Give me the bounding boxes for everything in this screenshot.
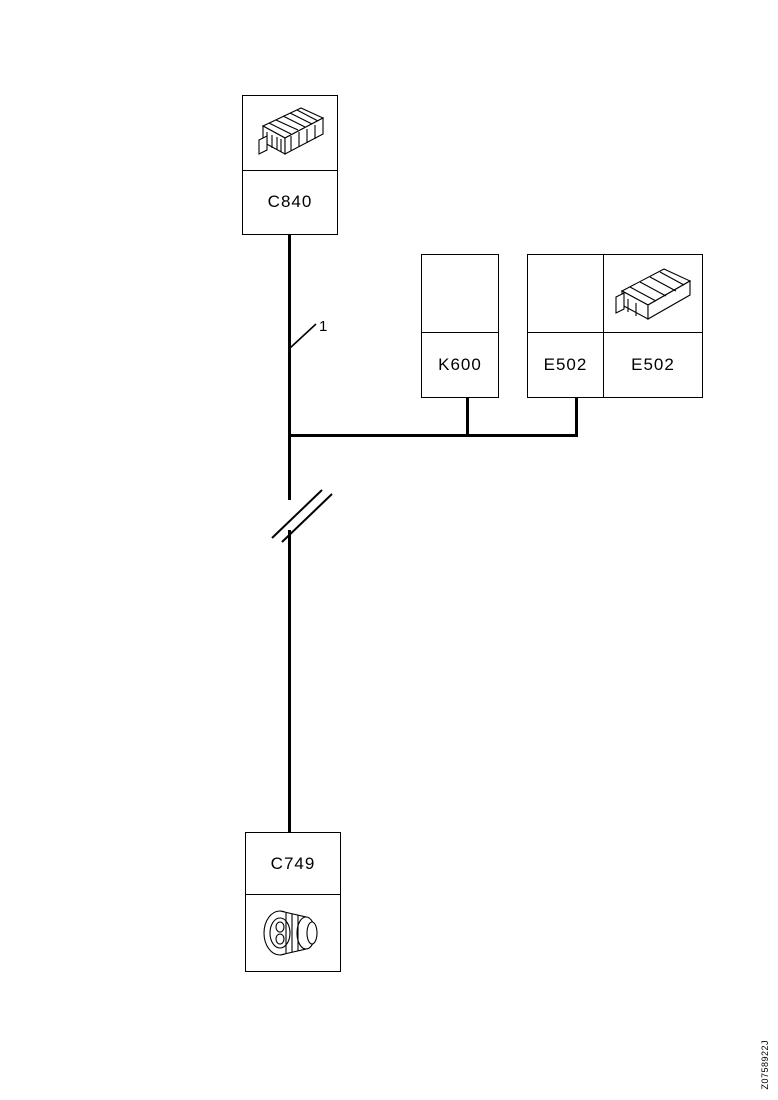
node-k600-label: K600 — [438, 354, 482, 374]
node-k600[interactable] — [421, 254, 499, 398]
node-e502-right[interactable] — [603, 254, 703, 398]
node-e502-left[interactable] — [527, 254, 604, 398]
round-multipin-connector-icon — [246, 894, 340, 971]
wire-drop-k600 — [466, 398, 469, 436]
node-e502-left-label: E502 — [543, 354, 588, 374]
node-c749-label: C749 — [246, 833, 340, 895]
wire-drop-e502 — [575, 398, 578, 436]
empty-box-icon — [422, 255, 498, 333]
wire-branch-horizontal — [288, 434, 578, 437]
multi-pin-connector-icon — [243, 96, 337, 171]
block-connector-icon — [604, 255, 702, 333]
callout-1-label: 1 — [319, 318, 328, 335]
node-e502-right-label: E502 — [631, 354, 675, 374]
node-c749[interactable] — [245, 832, 341, 972]
wire-trunk-vertical — [288, 235, 291, 500]
node-c840-label: C840 — [267, 192, 313, 211]
empty-box-icon — [528, 255, 603, 333]
node-c840[interactable] — [242, 95, 338, 235]
sheet-code: Z0758922J — [760, 1040, 770, 1090]
wire-trunk-vertical-lower — [288, 530, 291, 835]
wire-break-marker — [262, 480, 342, 545]
